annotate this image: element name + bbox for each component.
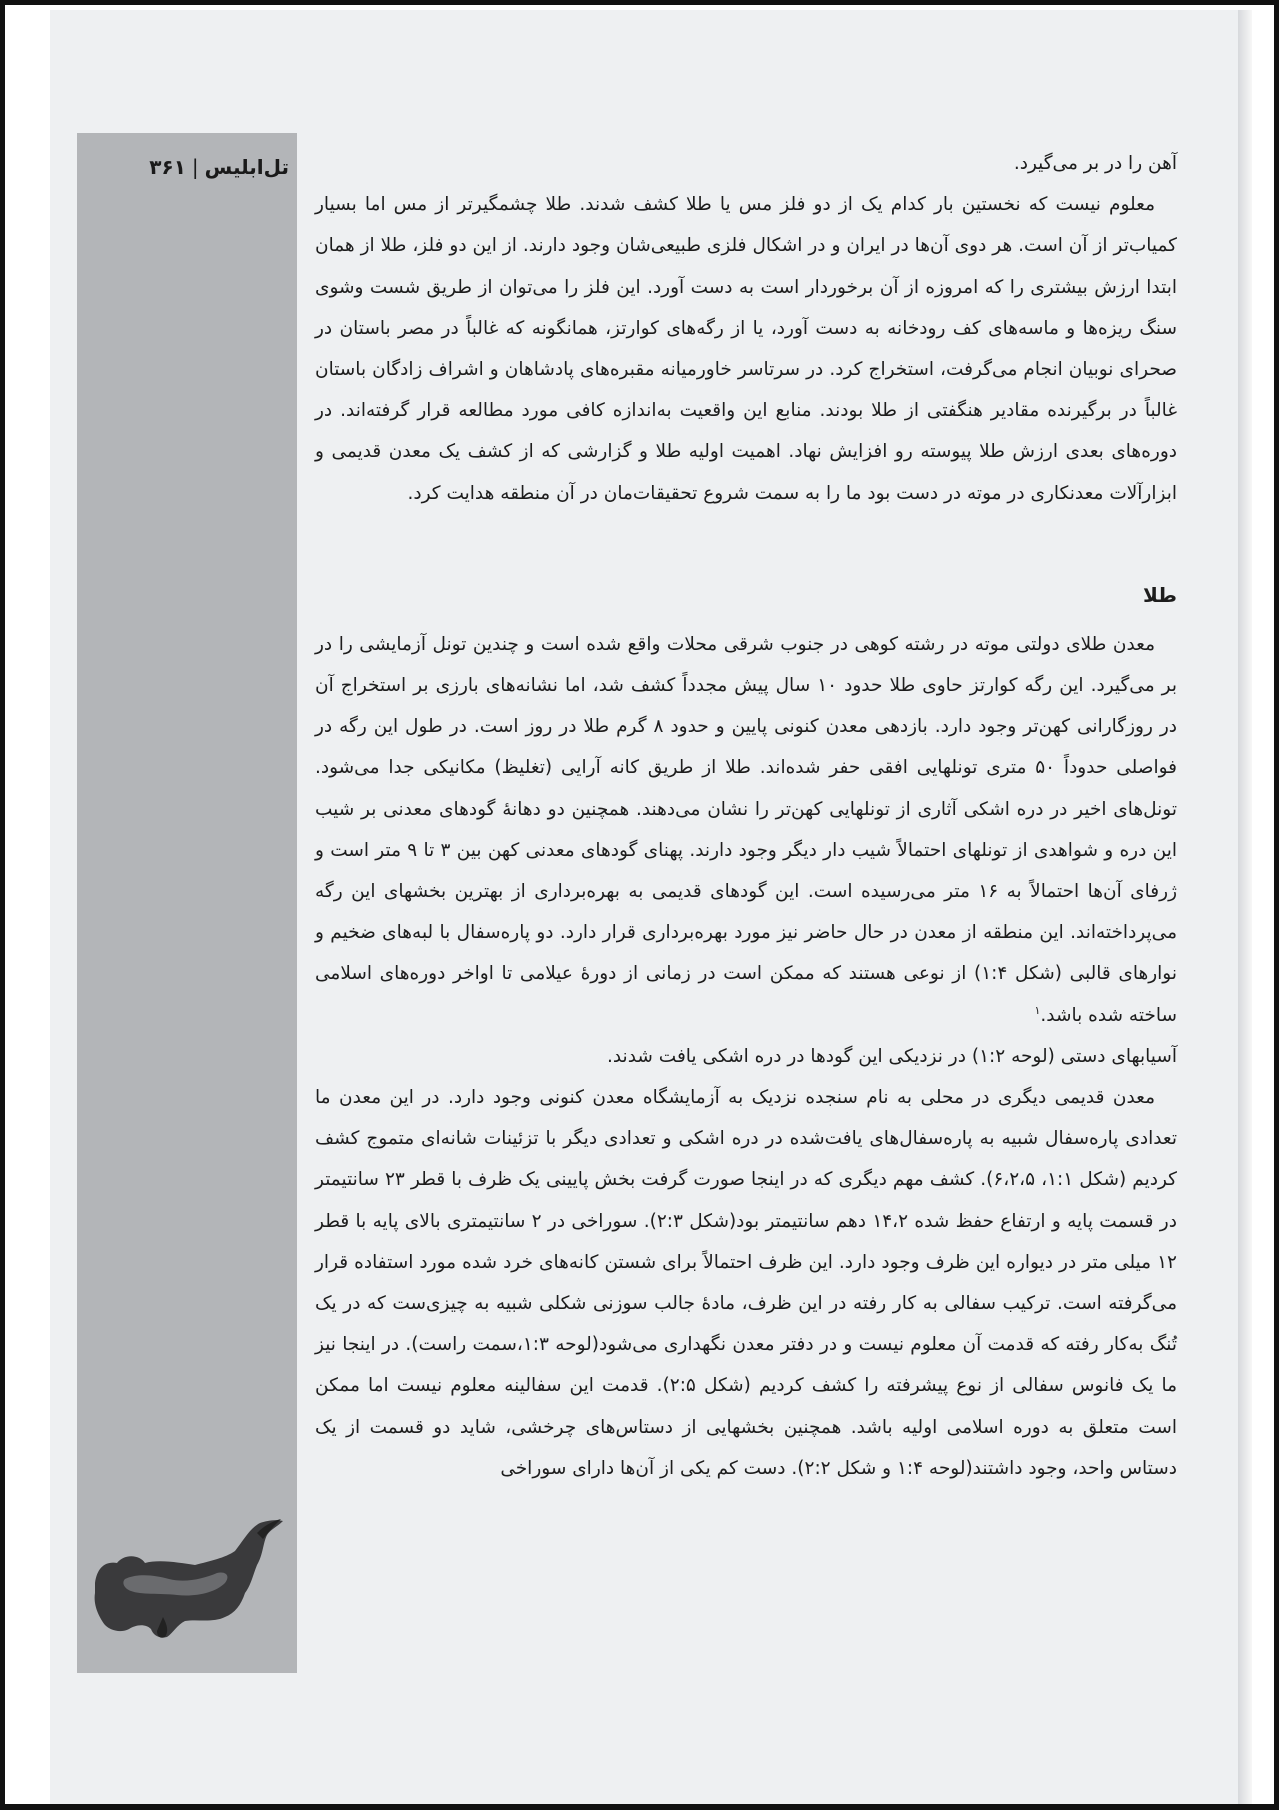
running-header xyxy=(89,155,289,179)
paragraph: معلوم نیست که نخستین بار کدام یک از دو فلز مس یا طلا کشف شدند. طلا چشمگیرتر از مس اما بسیار کمیاب‌تر از آن است. هر دوی آن‌ها در ایران و در اشکال فلزی طبیعی‌شان وجود دارند. از این دو فلز، طلا از همان ابتدا ارزش بیشتری را که امروزه از آن برخوردار است به دست آورد. این فلز را می‌توان از طریق شست وشوی سنگ ریزه‌ها و ماسه‌های کف رودخانه به دست آورد، یا از رگه‌های کوارتز، همانگونه که غالباً در مصر باستان در صحرای نوبیان انجام می‌گرفت، استخراج کرد. در سرتاسر خاورمیانه مقبره‌های پادشاهان و اشراف زادگان باستان غالباً در برگیرنده مقادیر هنگفتی از طلا بودند. منابع این واقعیت به‌اندازه کافی مورد مطالعه قرار گرفته‌اند. در دوره‌های بعدی ارزش طلا پیوسته رو افزایش نهاد. اهمیت اولیه طلا و گزارشی که از کشف یک معدن قدیمی و ابزارآلات معدنکاری در موته در دست بود ما را به سمت شروع تحقیقات‌مان در آن منطقه هدایت کرد. xyxy=(315,194,1177,504)
header-title: تل‌ابلیس xyxy=(204,155,289,179)
paragraph-text: معدن طلای دولتی موته در رشته کوهی در جنوب شرقی محلات واقع شده است و چندین تونل آزمایشی را در بر می‌گیرد. این رگه کوارتز حاوی طلا حدود ۱۰ سال پیش مجدداً کشف شد، اما نشانه‌های بارزی بر استخراج آن در روزگارانی کهن‌تر وجود دارد. بازدهی معدن کنونی پایین و حدود ۸ گرم طلا در روز است. در طول این رگه در فواصلی حدوداً ۵۰ متری تونلهایی افقی حفر شده‌اند. طلا از طریق کانه آرایی (تغلیظ) مکانیکی جدا می‌شود. تونل‌های اخیر در دره اشکی آثاری از تونلهایی کهن‌تر را نشان می‌دهند. همچنین دو دهانهٔ گودهای معدنی بر شیب این دره و شواهدی از تونلهای احتمالاً شیب دار دیگر وجود دارند. پهنای گودهای معدنی کهن بین ۳ تا ۹ متر است و ژرفای آن‌ها احتمالاً به ۱۶ متر می‌رسیده است. این گودهای قدیمی به بهره‌برداری از بهترین بخشهای این رگه می‌پرداخته‌اند. این منطقه از معدن در حال حاضر نیز مورد بهره‌برداری قرار دارد. دو پاره‌سفال با لبه‌های ضخیم و نوارهای قالبی (شکل ۱:۴) از نوعی هستند که ممکن است در زمانی از دورهٔ عیلامی تا اواخر دوره‌های اسلامی ساخته شده باشد. xyxy=(315,633,1178,1026)
section-heading: طلا xyxy=(1142,582,1177,607)
main-text xyxy=(315,143,1177,1489)
page-edge-shadow xyxy=(1238,10,1252,1810)
margin-sidebar xyxy=(77,133,297,1673)
figurine-body xyxy=(95,1520,283,1637)
header-separator: | xyxy=(191,155,199,179)
paragraph xyxy=(315,624,1177,1036)
page-number: ۳۶۱ xyxy=(149,155,186,179)
paragraph: آهن را در بر می‌گیرد. xyxy=(1013,153,1177,174)
bull-figurine-image xyxy=(85,1513,290,1643)
paragraph: آسیابهای دستی (لوحه ۱:۲) در نزدیکی این گودها در دره اشکی یافت شدند. xyxy=(606,1045,1177,1067)
footnote-marker[interactable]: ۱ xyxy=(1034,1003,1041,1017)
paragraph: معدن قدیمی دیگری در محلی به نام سنجده نزدیک به آزمایشگاه معدن کنونی وجود دارد. در این معدن ما تعدادی پاره‌سفال شبیه به پاره‌سفال‌های یافت‌شده در دره اشکی و تعدادی دیگر با تزئینات شانه‌ای متموج کشف کردیم (شکل ۱:۱، ۶،۲،۵). کشف مهم دیگری که در اینجا صورت گرفت بخش پایینی یک ظرف با قطر ۲۳ سانتیمتر در قسمت پایه و ارتفاع حفظ شده ۱۴،۲ دهم سانتیمتر بود(شکل ۲:۳). سوراخی در ۲ سانتیمتری بالای پایه با قطر ۱۲ میلی متر در دیواره این ظرف وجود دارد. این ظرف احتمالاً برای شستن کانه‌های خرد شده مورد استفاده قرار می‌گرفته است. ترکیب سفالی به کار رفته در این ظرف، مادهٔ جالب سوزنی شکلی شبیه به چیزی‌ست که در یک تُنگ به‌کار رفته که قدمت آن معلوم نیست و در دفتر معدن نگهداری می‌شود(لوحه ۱:۳،سمت راست). در اینجا نیز ما یک فانوس سفالی از نوع پیشرفته را کشف کردیم (شکل ۲:۵). قدمت این سفالینه معلوم نیست اما ممکن است متعلق به دوره اسلامی اولیه باشد. همچنین بخشهایی از دستاس‌های چرخشی، شاید دو قسمت از یک دستاس واحد، وجود داشتند(لوحه ۱:۴ و شکل ۲:۲). دست کم یکی از آن‌ها دارای سوراخی xyxy=(315,1087,1177,1479)
